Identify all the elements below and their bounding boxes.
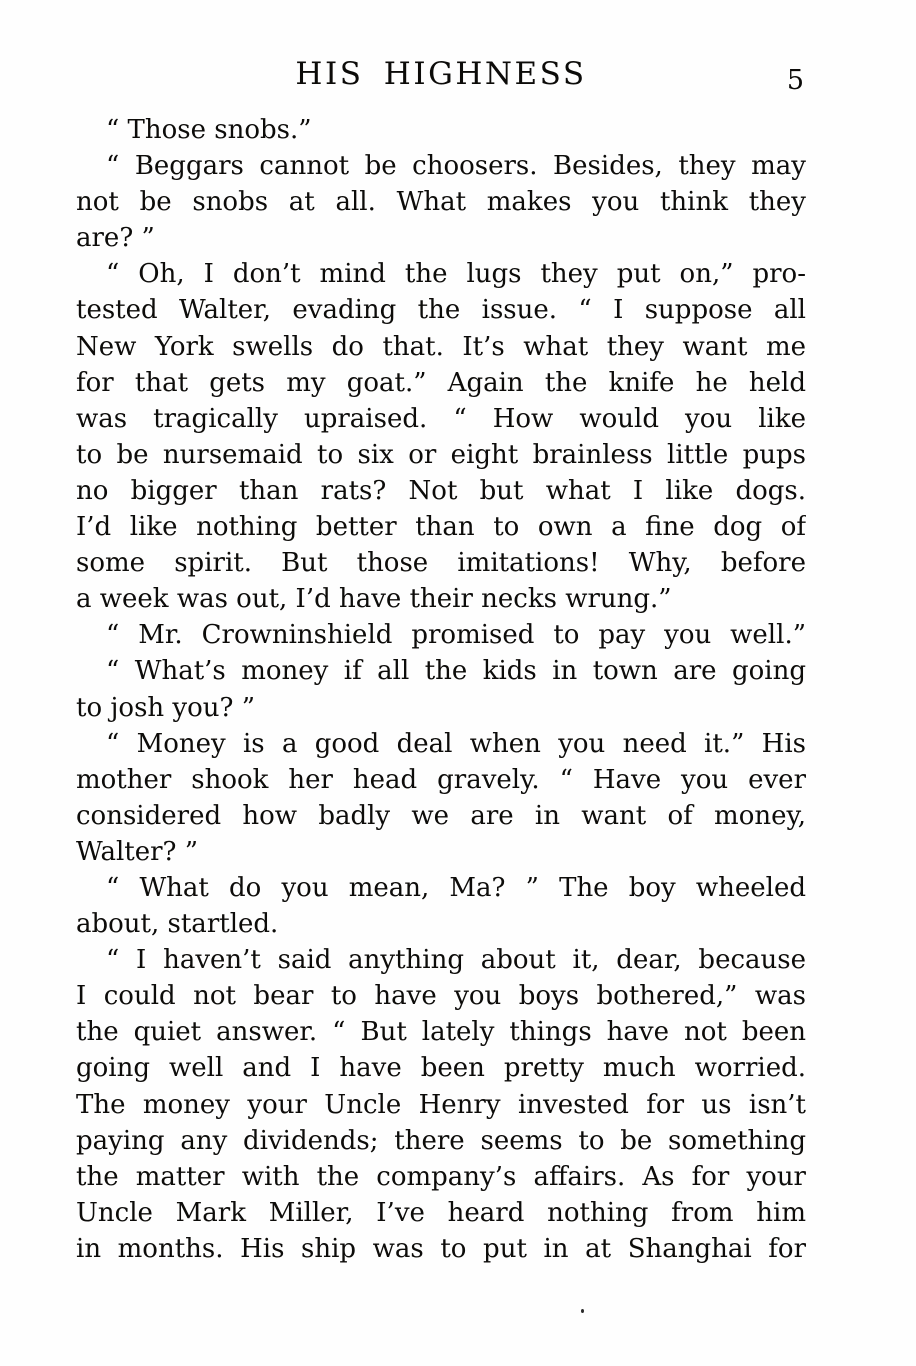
text-line: Walter? ” bbox=[76, 836, 199, 867]
text-line: “ What do you mean, Ma? ” The boy wheeled bbox=[106, 872, 806, 903]
text-line: I could not bear to have you boys bothered,” was bbox=[76, 981, 806, 1012]
text-line: not be snobs at all. What makes you think they bbox=[76, 187, 806, 218]
text-line: going well and I have been pretty much worried. bbox=[76, 1053, 806, 1084]
running-head-title: HIS HIGHNESS bbox=[295, 56, 587, 92]
text-line: a week was out, I’d have their necks wrung.” bbox=[76, 584, 672, 615]
scan-speck bbox=[581, 1309, 584, 1313]
body-text-block bbox=[76, 112, 806, 1267]
text-line: for that gets my goat.” Again the knife he held bbox=[76, 367, 806, 398]
text-line: “ Beggars cannot be choosers. Besides, they may bbox=[106, 151, 806, 182]
text-line: tested Walter, evading the issue. “ I suppose all bbox=[76, 295, 806, 326]
text-line: paying any dividends; there seems to be something bbox=[76, 1125, 806, 1156]
text-line: Uncle Mark Miller, I’ve heard nothing from him bbox=[76, 1197, 806, 1228]
running-head bbox=[76, 56, 806, 96]
text-line: the matter with the company’s affairs. As for your bbox=[76, 1161, 806, 1192]
text-line: “ What’s money if all the kids in town are going bbox=[106, 656, 806, 687]
text-line: mother shook her head gravely. “ Have you ever bbox=[76, 764, 806, 795]
text-line: in months. His ship was to put in at Shanghai for bbox=[76, 1233, 806, 1264]
text-line: are? ” bbox=[76, 223, 155, 254]
text-line: considered how badly we are in want of money, bbox=[76, 800, 806, 831]
text-line: some spirit. But those imitations! Why, before bbox=[76, 548, 806, 579]
text-line: “ Money is a good deal when you need it.” His bbox=[106, 728, 806, 759]
text-line: was tragically upraised. “ How would you like bbox=[76, 403, 806, 434]
text-line: New York swells do that. It’s what they want me bbox=[76, 331, 806, 362]
text-line: to josh you? ” bbox=[76, 692, 256, 723]
text-line: The money your Uncle Henry invested for us isn’t bbox=[76, 1089, 806, 1120]
text-line: I’d like nothing better than to own a fine dog of bbox=[76, 512, 806, 543]
text-line: about, startled. bbox=[76, 909, 279, 940]
text-line: no bigger than rats? Not but what I like dogs. bbox=[76, 475, 806, 506]
text-line: to be nursemaid to six or eight brainless little pups bbox=[76, 439, 806, 470]
text-line: “ I haven’t said anything about it, dear, because bbox=[106, 945, 806, 976]
text-line: “ Oh, I don’t mind the lugs they put on,” pro- bbox=[106, 259, 806, 290]
text-line: the quiet answer. “ But lately things have not been bbox=[76, 1017, 806, 1048]
text-line: “ Mr. Crowninshield promised to pay you well.” bbox=[106, 620, 806, 651]
text-line: “ Those snobs.” bbox=[106, 115, 312, 145]
page-number: 5 bbox=[786, 65, 804, 96]
